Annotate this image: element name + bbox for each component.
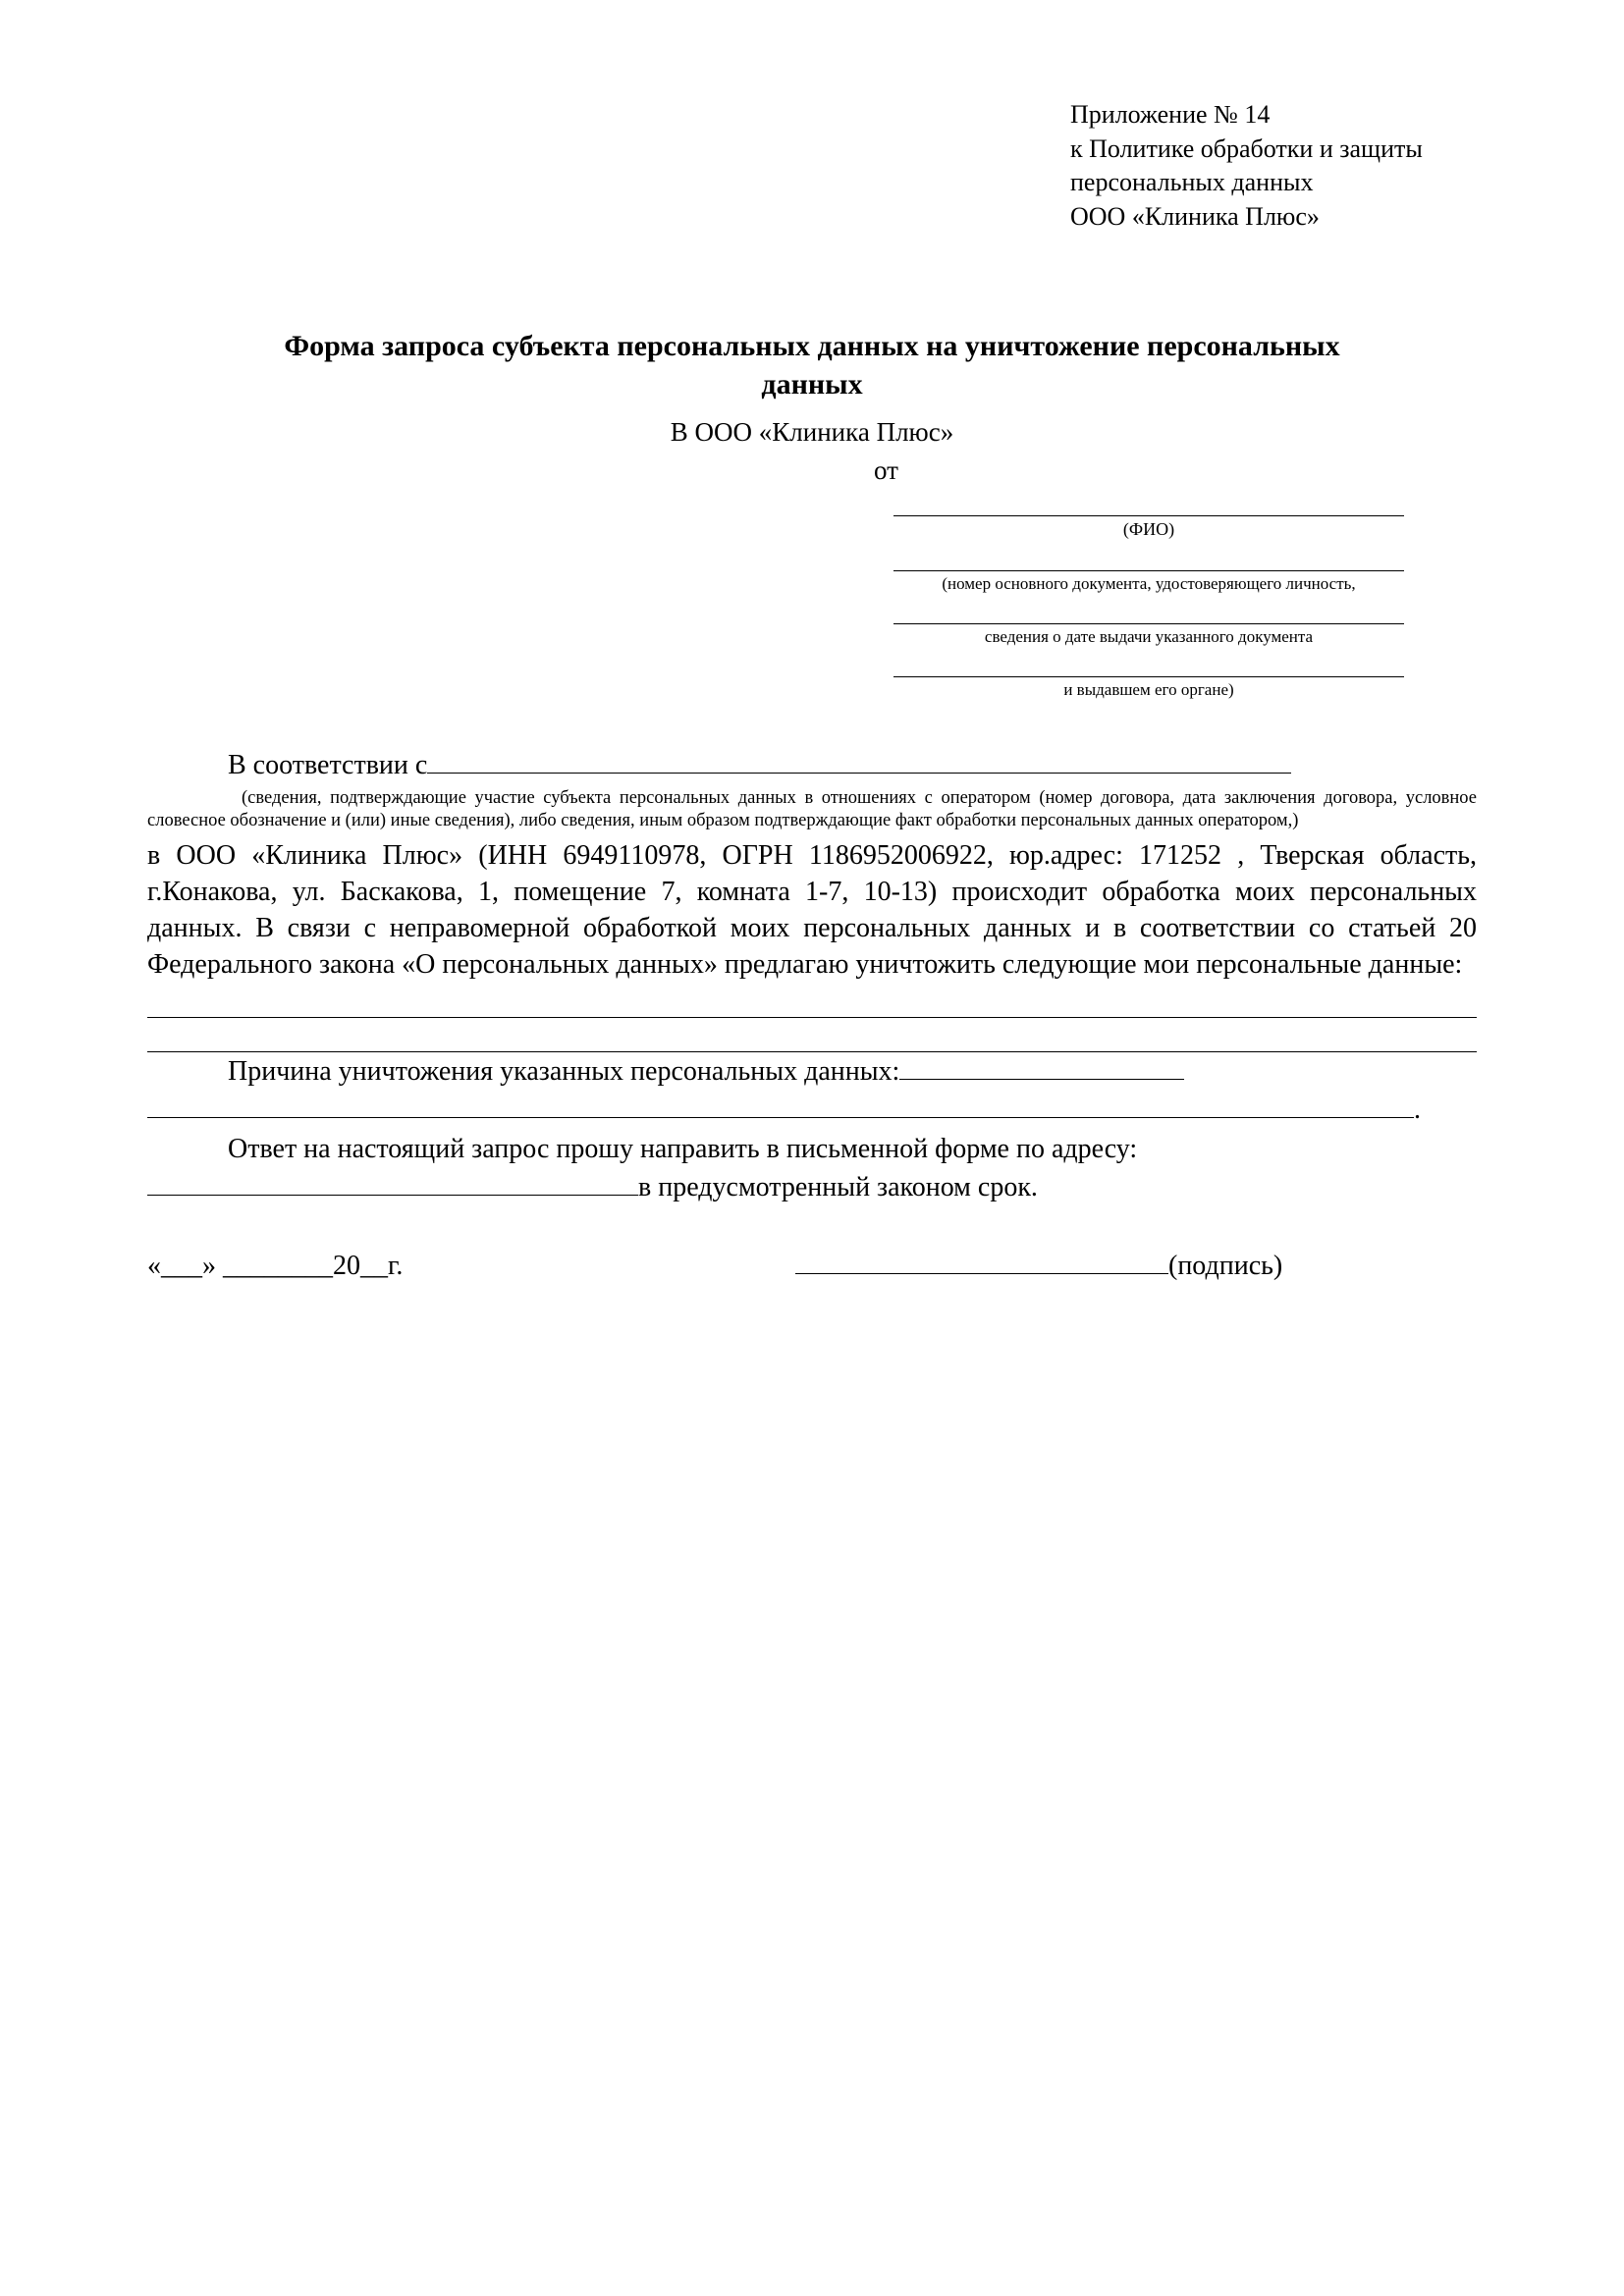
appendix-line-1: Приложение № 14 bbox=[1070, 100, 1271, 129]
applicant-fields bbox=[893, 486, 1404, 700]
signature-field[interactable] bbox=[795, 1248, 1168, 1274]
main-paragraph: в ООО «Клиника Плюс» (ИНН 6949110978, ОГРН 1186952006922, юр.адрес: 171252 , Тверская область, г.Конакова, ул. Баскакова, 1, помещение 7, комната 1-7, 10-13) происходит обработка моих персональных данных. В связи с неправомерной обработкой моих персональных данных и в соответствии со статьей 20 Федерального закона «О персональных данных» предлагаю уничтожить следующие мои персональные данные: bbox=[147, 839, 1477, 980]
answer-tail: в предусмотренный законом срок. bbox=[638, 1172, 1038, 1203]
doc-issuer-field[interactable] bbox=[893, 651, 1404, 677]
reason-tail: . bbox=[1414, 1094, 1421, 1125]
accordance-note-text: (сведения, подтверждающие участие субъекта персональных данных в отношениях с оператором (номер договора, дата заключения договора, условное словесное обозначение и (или) иные сведения), либо сведения, иным образом подтверждающие факт обработки персональных данных оператором,) bbox=[147, 787, 1477, 830]
personal-data-line-1[interactable] bbox=[147, 984, 1477, 1018]
accordance-note bbox=[147, 787, 1477, 832]
answer-paragraph bbox=[147, 1132, 1477, 1168]
accordance-row bbox=[147, 748, 1477, 784]
appendix-header bbox=[1070, 98, 1477, 234]
doc-date-caption: сведения о дате выдачи указанного документа bbox=[984, 627, 1314, 647]
appendix-line-4: ООО «Клиника Плюс» bbox=[1070, 201, 1320, 231]
fio-field[interactable] bbox=[893, 486, 1404, 516]
addressee-line: В ООО «Клиника Плюс» bbox=[670, 417, 954, 448]
appendix-line-2: к Политике обработки и защиты bbox=[1070, 133, 1423, 163]
answer-paragraph-text: Ответ на настоящий запрос прошу направить в письменной форме по адресу: bbox=[228, 1134, 1138, 1165]
answer-address-row bbox=[147, 1170, 1477, 1206]
reason-row bbox=[147, 1054, 1477, 1091]
doc-date-field[interactable] bbox=[893, 598, 1404, 624]
reason-row-2 bbox=[147, 1093, 1477, 1129]
from-label: от bbox=[874, 455, 898, 486]
fio-caption: (ФИО) bbox=[1122, 519, 1175, 540]
signature-block bbox=[795, 1248, 1477, 1282]
personal-data-line-2[interactable] bbox=[147, 1018, 1477, 1052]
date-signature-row bbox=[147, 1248, 1477, 1282]
accordance-field[interactable] bbox=[427, 749, 1291, 774]
appendix-line-3: персональных данных bbox=[1070, 168, 1314, 197]
reason-field-2[interactable] bbox=[147, 1094, 1414, 1118]
accordance-label: В соответствии с bbox=[228, 749, 428, 780]
reason-label: Причина уничтожения указанных персональных данных: bbox=[228, 1055, 900, 1087]
doc-issuer-caption: и выдавшем его органе) bbox=[1063, 680, 1234, 700]
signature-label: (подпись) bbox=[1168, 1251, 1283, 1282]
doc-number-caption: (номер основного документа, удостоверяющего личность, bbox=[942, 573, 1356, 593]
page-title: Форма запроса субъекта персональных данных на уничтожение персональных данных bbox=[284, 330, 1340, 401]
doc-number-field[interactable] bbox=[893, 545, 1404, 571]
reason-field-1[interactable] bbox=[899, 1055, 1184, 1080]
answer-address-field[interactable] bbox=[147, 1171, 638, 1196]
date-line[interactable]: «___» ________20__г. bbox=[147, 1251, 404, 1282]
